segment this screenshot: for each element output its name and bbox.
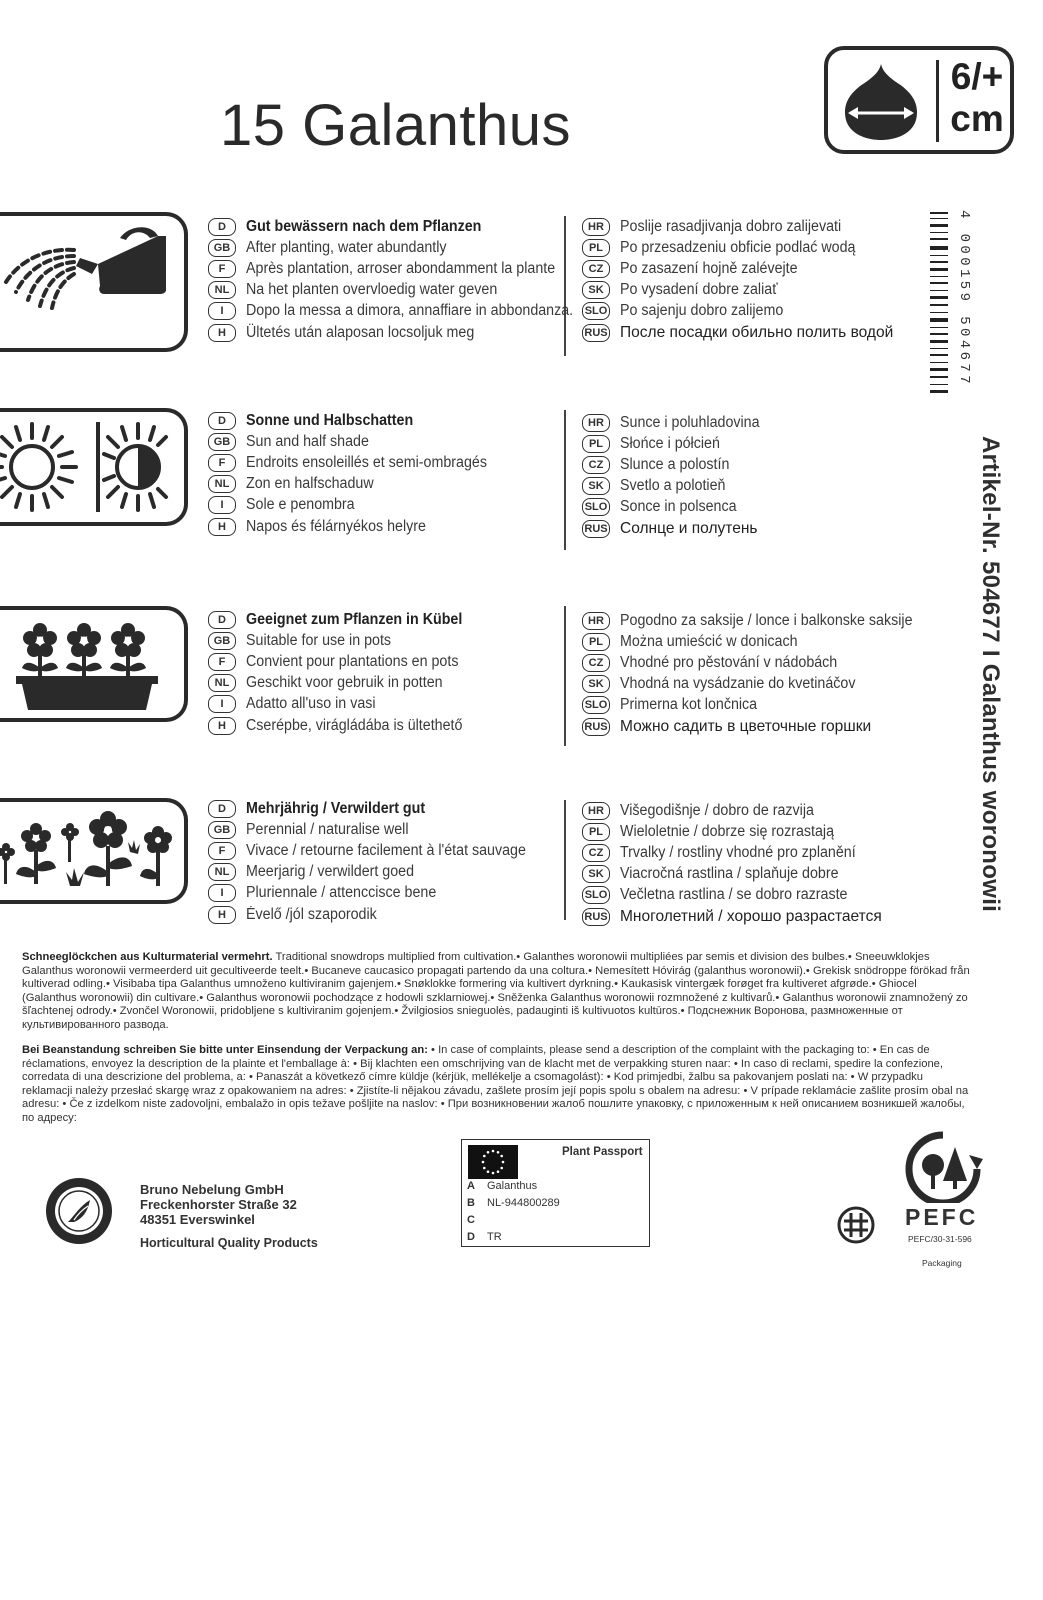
lang-row bbox=[208, 630, 568, 651]
passport-row bbox=[467, 1229, 502, 1245]
lang-text: Trvalky / rostliny vhodné pro zplanění bbox=[620, 843, 856, 861]
passport-row-value: TR bbox=[487, 1231, 502, 1243]
lang-text: Évelő /jól szaporodik bbox=[246, 905, 377, 923]
lang-code-badge: F bbox=[208, 842, 236, 860]
lang-code-badge: I bbox=[208, 302, 236, 320]
lang-code-badge: RUS bbox=[582, 324, 610, 342]
lang-text: Słońce i półcień bbox=[620, 434, 720, 452]
lang-row bbox=[582, 237, 942, 258]
lang-row bbox=[582, 906, 942, 927]
perennial-flowers-icon bbox=[0, 798, 188, 904]
recycling-symbol-icon bbox=[836, 1205, 876, 1245]
lang-row bbox=[582, 258, 942, 279]
lang-code-badge: HR bbox=[582, 802, 610, 820]
section-2-right bbox=[582, 412, 942, 539]
lang-code-badge: PL bbox=[582, 633, 610, 651]
section-1-left bbox=[208, 216, 574, 343]
lang-code-badge: SLO bbox=[582, 696, 610, 714]
lang-code-badge: RUS bbox=[582, 520, 610, 538]
lang-code-badge: D bbox=[208, 611, 236, 629]
lang-text: Napos és félárnyékos helyre bbox=[246, 517, 426, 535]
lang-code-badge: HR bbox=[582, 414, 610, 432]
lang-row bbox=[208, 301, 574, 322]
section-2-left bbox=[208, 410, 568, 537]
lang-row bbox=[582, 716, 942, 737]
lang-text: Na het planten overvloedig water geven bbox=[246, 281, 498, 299]
lang-text: Geeignet zum Pflanzen in Kübel bbox=[246, 610, 463, 628]
lang-row bbox=[582, 631, 942, 652]
company-name: Bruno Nebelung GmbH bbox=[140, 1182, 284, 1197]
lang-text: Višegodišnje / dobro de razvija bbox=[620, 801, 814, 819]
lang-code-badge: SK bbox=[582, 675, 610, 693]
lang-row bbox=[208, 840, 568, 861]
lang-row bbox=[208, 474, 568, 495]
lang-row bbox=[208, 452, 568, 473]
lang-text: Vivace / retourne facilement à l'état sauvage bbox=[246, 841, 526, 859]
lang-row bbox=[582, 864, 942, 885]
lang-code-badge: SK bbox=[582, 477, 610, 495]
lang-row bbox=[582, 610, 942, 631]
passport-row-value: NL-944800289 bbox=[487, 1197, 560, 1209]
lang-text: Po vysadení dobre zaliať bbox=[620, 281, 778, 299]
lang-text: Adatto all'uso in vasi bbox=[246, 695, 376, 713]
passport-row-key: A bbox=[467, 1180, 475, 1192]
pefc-wordmark: PEFC bbox=[905, 1204, 979, 1230]
section-3-right bbox=[582, 610, 942, 737]
lang-text: Večletna rastlina / se dobro razraste bbox=[620, 886, 848, 904]
lang-row bbox=[208, 819, 568, 840]
lang-code-badge: D bbox=[208, 218, 236, 236]
lang-text: Zon en halfschaduw bbox=[246, 475, 374, 493]
lang-text: Mehrjährig / Verwildert gut bbox=[246, 799, 426, 817]
lang-text: Солнце и полутень bbox=[620, 519, 758, 537]
lang-text: Gut bewässern nach dem Pflanzen bbox=[246, 217, 482, 235]
lang-code-badge: GB bbox=[208, 239, 236, 257]
lang-text: Convient pour plantations en pots bbox=[246, 652, 459, 670]
lang-text: Primerna kot lončnica bbox=[620, 696, 758, 714]
lang-code-badge: NL bbox=[208, 863, 236, 881]
lang-text: Pogodno za saksije / lonce i balkonske saksije bbox=[620, 611, 913, 629]
lang-code-badge: CZ bbox=[582, 456, 610, 474]
passport-row bbox=[467, 1178, 537, 1194]
lang-code-badge: HR bbox=[582, 612, 610, 630]
lang-text: Wieloletnie / dobrze się rozrastają bbox=[620, 822, 835, 840]
complaint-note bbox=[22, 1044, 972, 1125]
sustainable-supplier-seal bbox=[44, 1176, 114, 1246]
passport-row-key: C bbox=[467, 1214, 475, 1226]
plant-passport bbox=[461, 1139, 650, 1247]
lang-code-badge: CZ bbox=[582, 844, 610, 862]
passport-row-value: Galanthus bbox=[487, 1180, 538, 1192]
lang-text: Можно садить в цветочные горшки bbox=[620, 717, 872, 735]
lang-row bbox=[208, 431, 568, 452]
lang-text: После посадки обильно полить водой bbox=[620, 323, 894, 341]
lang-text: Svetlo a polotieň bbox=[620, 477, 726, 495]
lang-code-badge: GB bbox=[208, 632, 236, 650]
bulb-size-badge bbox=[824, 46, 1014, 154]
lang-code-badge: GB bbox=[208, 433, 236, 451]
lang-text: Cserépbe, virágládába is ültethető bbox=[246, 716, 463, 734]
lang-code-badge: NL bbox=[208, 281, 236, 299]
lang-row bbox=[208, 694, 568, 715]
company-street: Freckenhorster Straße 32 bbox=[140, 1197, 297, 1212]
lang-row bbox=[582, 652, 942, 673]
lang-text: Po przesadzeniu obficie podlać wodą bbox=[620, 238, 856, 256]
pefc-packaging-label: Packaging bbox=[922, 1258, 962, 1268]
lang-text: Po sajenju dobro zalijemo bbox=[620, 302, 784, 320]
lang-text: Geschikt voor gebruik in potten bbox=[246, 674, 443, 692]
lang-text: Sole e penombra bbox=[246, 496, 355, 514]
lang-row bbox=[582, 476, 942, 497]
passport-row bbox=[467, 1212, 487, 1228]
lang-code-badge: SLO bbox=[582, 498, 610, 516]
origin-note-text: Traditional snowdrops multiplied from cultivation.• Galanthes woronowii multipliées par semis et division des bulbes.• Sneeuwklokjes Galanthus woronowii vermeerderd uit gecultiveerde teelt.• Bucaneve caucasico propagati partendo da una coltura.• Nemesített Hóvirág (galanthus woronowii).• Grekisk snödroppe förökad från kultiverad odling.• Visibaba tipa Galanthus umnoženo kultiviranim gajenjem.• Snøklokke formering via kultivert dyrkning.• Kaukasisk vintergæk forøget fra kultiveret afgrøde.• Ghiocel (Galanthus woronowii) din cultivare.• Galanthus woronowii pochodzące z hodowli szklarniowej.• Sněženka Galanthus woronowii rozmnožené z kultivarů.• Galanthus woronowii znamnožený zo šľachtenej odrody.• Zvončel Woronowii, pridobljene s kultiviranim gojenjem.• Žvilgiosios snieguolės, padauginti iš kultivuotos kultūros.• Подснежник Воронова, размноженные от культивированного развода. bbox=[22, 951, 970, 1031]
passport-row-key: B bbox=[467, 1197, 475, 1209]
lang-code-badge: PL bbox=[582, 435, 610, 453]
lang-text: Sun and half shade bbox=[246, 432, 369, 450]
lang-text: Ültetés után alaposan locsoljuk meg bbox=[246, 323, 475, 341]
lang-code-badge: F bbox=[208, 454, 236, 472]
pefc-code: PEFC/30-31-596 bbox=[908, 1234, 972, 1244]
lang-row bbox=[208, 651, 568, 672]
pefc-trees-icon bbox=[903, 1131, 983, 1203]
section-4-right bbox=[582, 800, 942, 927]
complaint-note-text: • In case of complaints, please send a description of the complaint with the packaging to: • En cas de réclamations, envoyez la description de la plainte et l'emballage à: • Bij klachten een omschrijving van de klacht met de verpakking sturen naar: • In caso di reclami, spedire la confezione, corredata di una descrizione del problema, a: • Panaszát a következő címre küldje (kérjük, mellékelje a csomagolást): • Kod primjedbi, žalbu sa pakovanjem poslati na: • W przypadku reklamacji należy przesłać skargę wraz z opakowaniem na adres: • Zjistíte-li nějakou závadu, zašlete prosím její popis spolu s obalem na adresu: • V prípade reklamácie zašlite prosím obal na adresu: • Če z izdelkom niste zadovoljni, embalažo in opis težave pošljite na naslov: • При возникновении жалоб пошлите упаковку, с приложенным к ней описанием возникшей жалобы, по адресу: bbox=[22, 1044, 969, 1124]
lang-text: Après plantation, arroser abondamment la plante bbox=[246, 259, 556, 277]
lang-row bbox=[208, 410, 568, 431]
lang-row bbox=[582, 800, 942, 821]
lang-text: Po zasazení hojně zalévejte bbox=[620, 259, 798, 277]
sun-half-shade-icon bbox=[0, 408, 188, 526]
lang-row bbox=[582, 695, 942, 716]
lang-row bbox=[208, 862, 568, 883]
lang-row bbox=[208, 258, 568, 279]
lang-code-badge: NL bbox=[208, 674, 236, 692]
section-1-right bbox=[582, 216, 942, 343]
lang-text: After planting, water abundantly bbox=[246, 238, 447, 256]
lang-text: Vhodná na vysádzanie do kvetináčov bbox=[620, 675, 856, 693]
lang-text: Perennial / naturalise well bbox=[246, 820, 409, 838]
complaint-note-lead: Bei Beanstandung schreiben Sie bitte unter Einsendung der Verpackung an: bbox=[22, 1044, 428, 1056]
flower-pot-icon bbox=[0, 606, 188, 722]
lang-code-badge: H bbox=[208, 906, 236, 924]
lang-row bbox=[582, 454, 942, 475]
lang-row bbox=[208, 280, 568, 301]
lang-row bbox=[582, 497, 942, 518]
product-title: 15 Galanthus bbox=[220, 93, 572, 158]
lang-code-badge: D bbox=[208, 800, 236, 818]
lang-text: Poslije rasadjivanja dobro zalijevati bbox=[620, 217, 842, 235]
lang-text: Sonne und Halbschatten bbox=[246, 411, 414, 429]
lang-code-badge: SK bbox=[582, 865, 610, 883]
lang-row bbox=[208, 216, 568, 237]
lang-row bbox=[208, 516, 568, 537]
lang-code-badge: H bbox=[208, 717, 236, 735]
lang-row bbox=[208, 322, 568, 343]
lang-row bbox=[208, 904, 568, 925]
lang-text: Slunce a polostín bbox=[620, 455, 730, 473]
lang-row bbox=[582, 842, 942, 863]
lang-row bbox=[208, 237, 568, 258]
lang-code-badge: SLO bbox=[582, 886, 610, 904]
lang-code-badge: RUS bbox=[582, 908, 610, 926]
lang-row bbox=[208, 495, 568, 516]
lang-row bbox=[582, 885, 942, 906]
bulb-size-text bbox=[942, 56, 1012, 140]
plant-passport-title: Plant Passport bbox=[562, 1146, 643, 1158]
barcode-number: 4 000159 504677 bbox=[956, 210, 972, 388]
passport-row bbox=[467, 1195, 560, 1211]
lang-row bbox=[582, 322, 942, 343]
eu-flag-icon bbox=[468, 1145, 518, 1179]
lang-code-badge: H bbox=[208, 324, 236, 342]
lang-text: Viacročná rastlina / splaňuje dobre bbox=[620, 865, 839, 883]
bulb-size-unit: cm bbox=[950, 98, 1004, 139]
lang-row bbox=[208, 798, 568, 819]
lang-code-badge: HR bbox=[582, 218, 610, 236]
lang-row bbox=[582, 301, 942, 322]
lang-code-badge: NL bbox=[208, 475, 236, 493]
lang-text: Meerjarig / verwildert goed bbox=[246, 863, 415, 881]
lang-code-badge: CZ bbox=[582, 260, 610, 278]
lang-code-badge: SK bbox=[582, 281, 610, 299]
lang-row bbox=[582, 518, 942, 539]
lang-code-badge: D bbox=[208, 412, 236, 430]
lang-row bbox=[208, 715, 568, 736]
lang-code-badge: I bbox=[208, 884, 236, 902]
lang-code-badge: H bbox=[208, 518, 236, 536]
section-4-left bbox=[208, 798, 568, 925]
watering-can-icon bbox=[0, 212, 188, 352]
lang-text: Można umieścić w donicach bbox=[620, 632, 798, 650]
lang-code-badge: RUS bbox=[582, 718, 610, 736]
lang-row bbox=[208, 609, 568, 630]
company-tagline: Horticultural Quality Products bbox=[140, 1236, 318, 1250]
lang-text: Suitable for use in pots bbox=[246, 631, 392, 649]
lang-row bbox=[208, 673, 568, 694]
lang-row bbox=[208, 883, 568, 904]
lang-code-badge: PL bbox=[582, 823, 610, 841]
lang-row bbox=[582, 412, 942, 433]
lang-row bbox=[582, 674, 942, 695]
lang-code-badge: F bbox=[208, 653, 236, 671]
origin-note-lead: Schneeglöckchen aus Kulturmaterial vermehrt. bbox=[22, 951, 273, 963]
bulb-size-icon bbox=[836, 58, 926, 143]
lang-code-badge: I bbox=[208, 496, 236, 514]
lang-code-badge: I bbox=[208, 695, 236, 713]
section-3-left bbox=[208, 609, 568, 736]
lang-text: Многолетний / хорошо разрастается bbox=[620, 907, 882, 925]
bulb-size-value: 6/+ bbox=[950, 56, 1004, 97]
lang-code-badge: F bbox=[208, 260, 236, 278]
lang-code-badge: CZ bbox=[582, 654, 610, 672]
lang-row bbox=[582, 216, 942, 237]
lang-text: Sonce in polsenca bbox=[620, 498, 737, 516]
lang-row bbox=[582, 433, 942, 454]
lang-text: Vhodné pro pěstování v nádobách bbox=[620, 653, 838, 671]
lang-text: Sunce i poluhladovina bbox=[620, 413, 760, 431]
origin-note bbox=[22, 951, 972, 1032]
badge-separator bbox=[936, 60, 939, 142]
lang-text: Endroits ensoleillés et semi-ombragés bbox=[246, 453, 487, 471]
company-address bbox=[140, 1182, 297, 1227]
lang-row bbox=[582, 821, 942, 842]
lang-code-badge: SLO bbox=[582, 302, 610, 320]
lang-text: Pluriennale / attenccisce bene bbox=[246, 884, 437, 902]
passport-row-key: D bbox=[467, 1231, 475, 1243]
article-number: Artikel-Nr. 504677 I Galanthus woronowii bbox=[977, 436, 1004, 913]
lang-code-badge: PL bbox=[582, 239, 610, 257]
lang-code-badge: GB bbox=[208, 821, 236, 839]
company-city: 48351 Everswinkel bbox=[140, 1212, 255, 1227]
lang-row bbox=[582, 280, 942, 301]
lang-text: Dopo la messa a dimora, annaffiare in abbondanza. bbox=[246, 302, 574, 320]
